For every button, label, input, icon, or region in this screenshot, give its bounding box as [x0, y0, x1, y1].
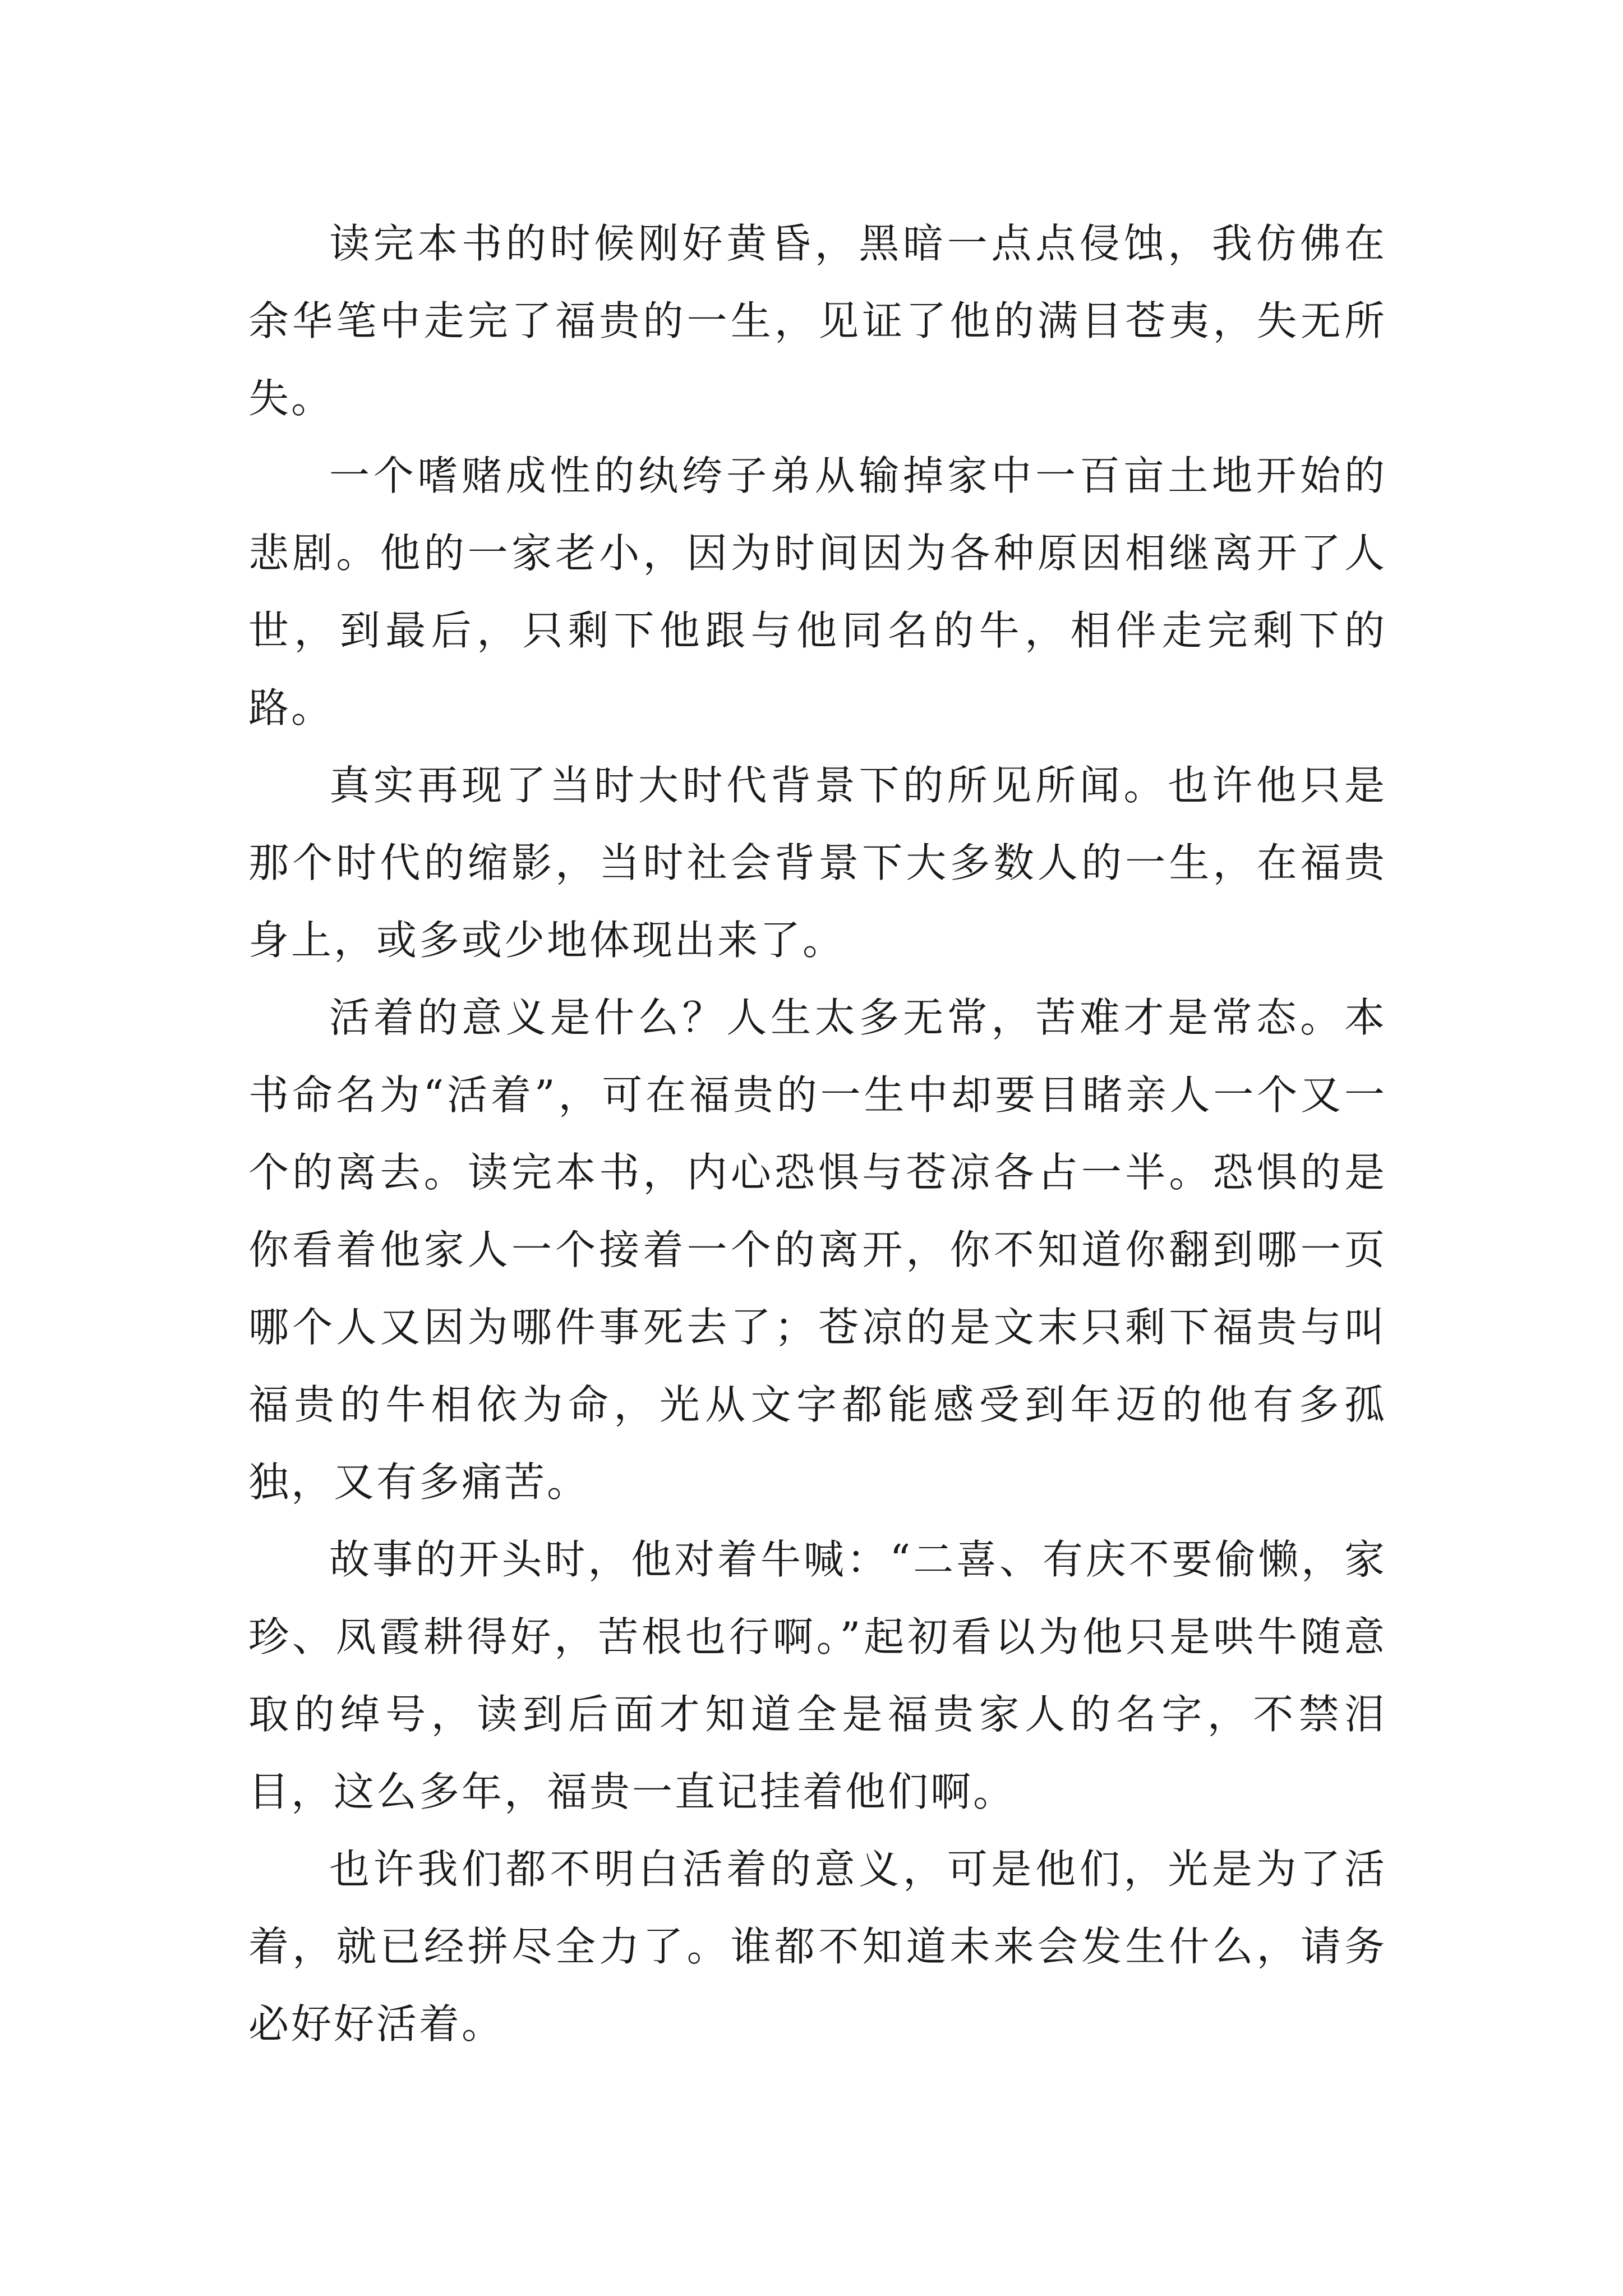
- document-body: [248, 205, 1387, 2063]
- paragraph-4: 活着的意义是什么？人生太多无常，苦难才是常态。本书命名为“活着”，可在福贵的一生中却要目睹亲人一个又一个的离去。读完本书，内心恐惧与苍凉各占一半。恐惧的是你看着他家人一个接着一个的离开，你不知道你翻到哪一页哪个人又因为哪件事死去了；苍凉的是文末只剩下福贵与叫福贵的牛相依为命，光从文字都能感受到年迈的他有多孤独，又有多痛苦。: [248, 994, 1387, 1506]
- paragraph-1: 读完本书的时候刚好黄昏，黑暗一点点侵蚀，我仿佛在余华笔中走完了福贵的一生，见证了他的满目苍夷，失无所失。: [248, 220, 1387, 422]
- paragraph-6: 也许我们都不明白活着的意义，可是他们，光是为了活着，就已经拼尽全力了。谁都不知道未来会发生什么，请务必好好活着。: [248, 1846, 1387, 2047]
- paragraph-5: 故事的开头时，他对着牛喊：“二喜、有庆不要偷懒，家珍、凤霞耕得好，苦根也行啊。”起初看以为他只是哄牛随意取的绰号，读到后面才知道全是福贵家人的名字，不禁泪目，这么多年，福贵一直记挂着他们啊。: [248, 1536, 1387, 1815]
- paragraph-2: 一个嗜赌成性的纨绔子弟从输掉家中一百亩土地开始的悲剧。他的一家老小，因为时间因为各种原因相继离开了人世，到最后，只剩下他跟与他同名的牛，相伴走完剩下的路。: [248, 452, 1387, 731]
- paragraph-3: 真实再现了当时大时代背景下的所见所闻。也许他只是那个时代的缩影，当时社会背景下大多数人的一生，在福贵身上，或多或少地体现出来了。: [248, 762, 1387, 964]
